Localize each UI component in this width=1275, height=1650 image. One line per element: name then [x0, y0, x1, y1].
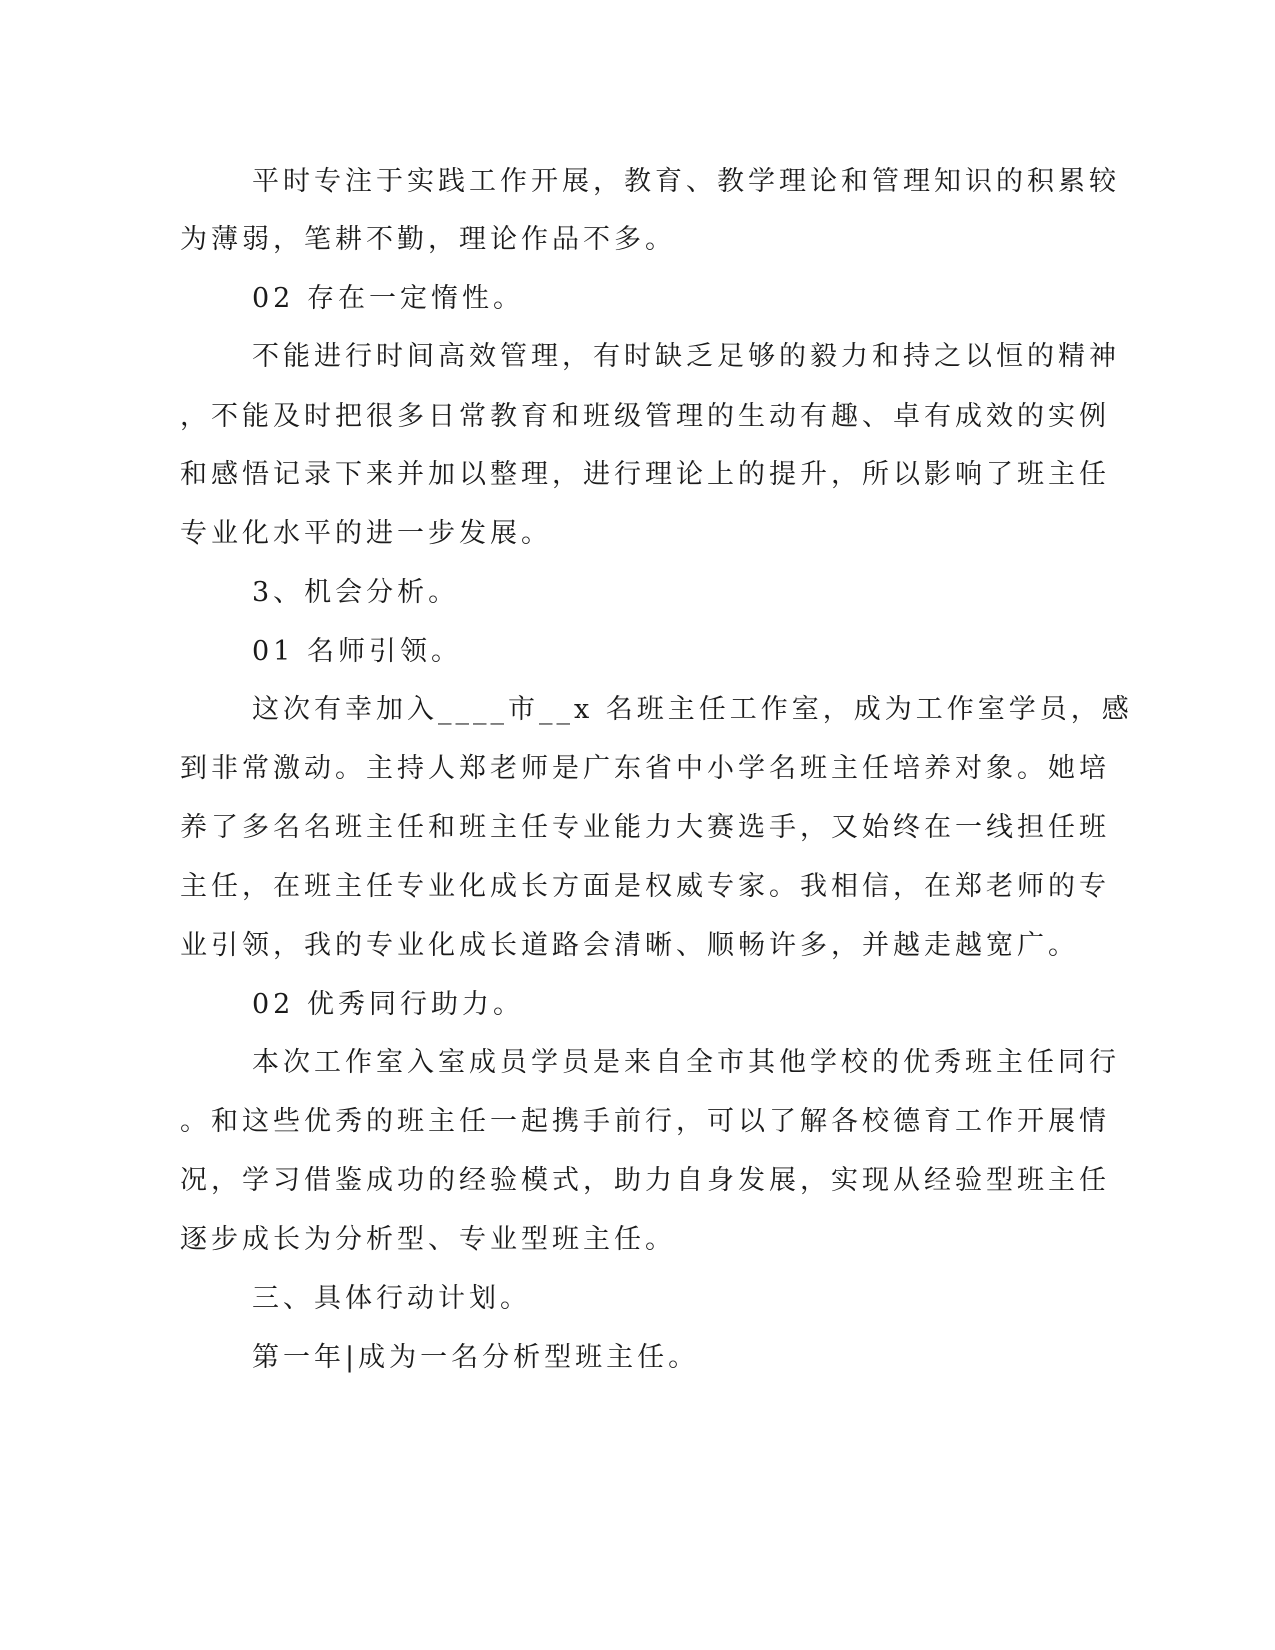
paragraph-line: 和感悟记录下来并加以整理，进行理论上的提升，所以影响了班主任 [180, 459, 1110, 490]
paragraph-line: 养了多名名班主任和班主任专业能力大赛选手，又始终在一线担任班 [180, 812, 1110, 843]
paragraph-line: 专业化水平的进一步发展。 [180, 518, 552, 549]
paragraph-line: 这次有幸加入____市__x 名班主任工作室，成为工作室学员，感 [252, 694, 1133, 725]
paragraph-line: 为薄弱，笔耕不勤，理论作品不多。 [180, 224, 676, 255]
section-heading: 02 存在一定惰性。 [252, 283, 524, 314]
section-heading: 3、机会分析。 [252, 577, 460, 608]
paragraph-line: 况，学习借鉴成功的经验模式，助力自身发展，实现从经验型班主任 [180, 1165, 1110, 1196]
section-heading: 三、具体行动计划。 [252, 1283, 531, 1314]
paragraph-line: 业引领，我的专业化成长道路会清晰、顺畅许多，并越走越宽广。 [180, 930, 1079, 961]
paragraph-line: 逐步成长为分析型、专业型班主任。 [180, 1224, 676, 1255]
section-heading: 02 优秀同行助力。 [252, 989, 524, 1020]
paragraph-line: 到非常激动。主持人郑老师是广东省中小学名班主任培养对象。她培 [180, 753, 1110, 784]
paragraph-line: ，不能及时把很多日常教育和班级管理的生动有趣、卓有成效的实例 [180, 401, 1110, 432]
paragraph-line: 。和这些优秀的班主任一起携手前行，可以了解各校德育工作开展情 [180, 1106, 1110, 1137]
paragraph-line: 本次工作室入室成员学员是来自全市其他学校的优秀班主任同行 [252, 1047, 1120, 1078]
section-heading: 01 名师引领。 [252, 636, 462, 667]
paragraph-line: 不能进行时间高效管理，有时缺乏足够的毅力和持之以恒的精神 [252, 341, 1120, 372]
paragraph-line: 主任，在班主任专业化成长方面是权威专家。我相信，在郑老师的专 [180, 871, 1110, 902]
section-heading: 第一年|成为一名分析型班主任。 [252, 1342, 700, 1373]
paragraph-line: 平时专注于实践工作开展，教育、教学理论和管理知识的积累较 [252, 166, 1120, 197]
